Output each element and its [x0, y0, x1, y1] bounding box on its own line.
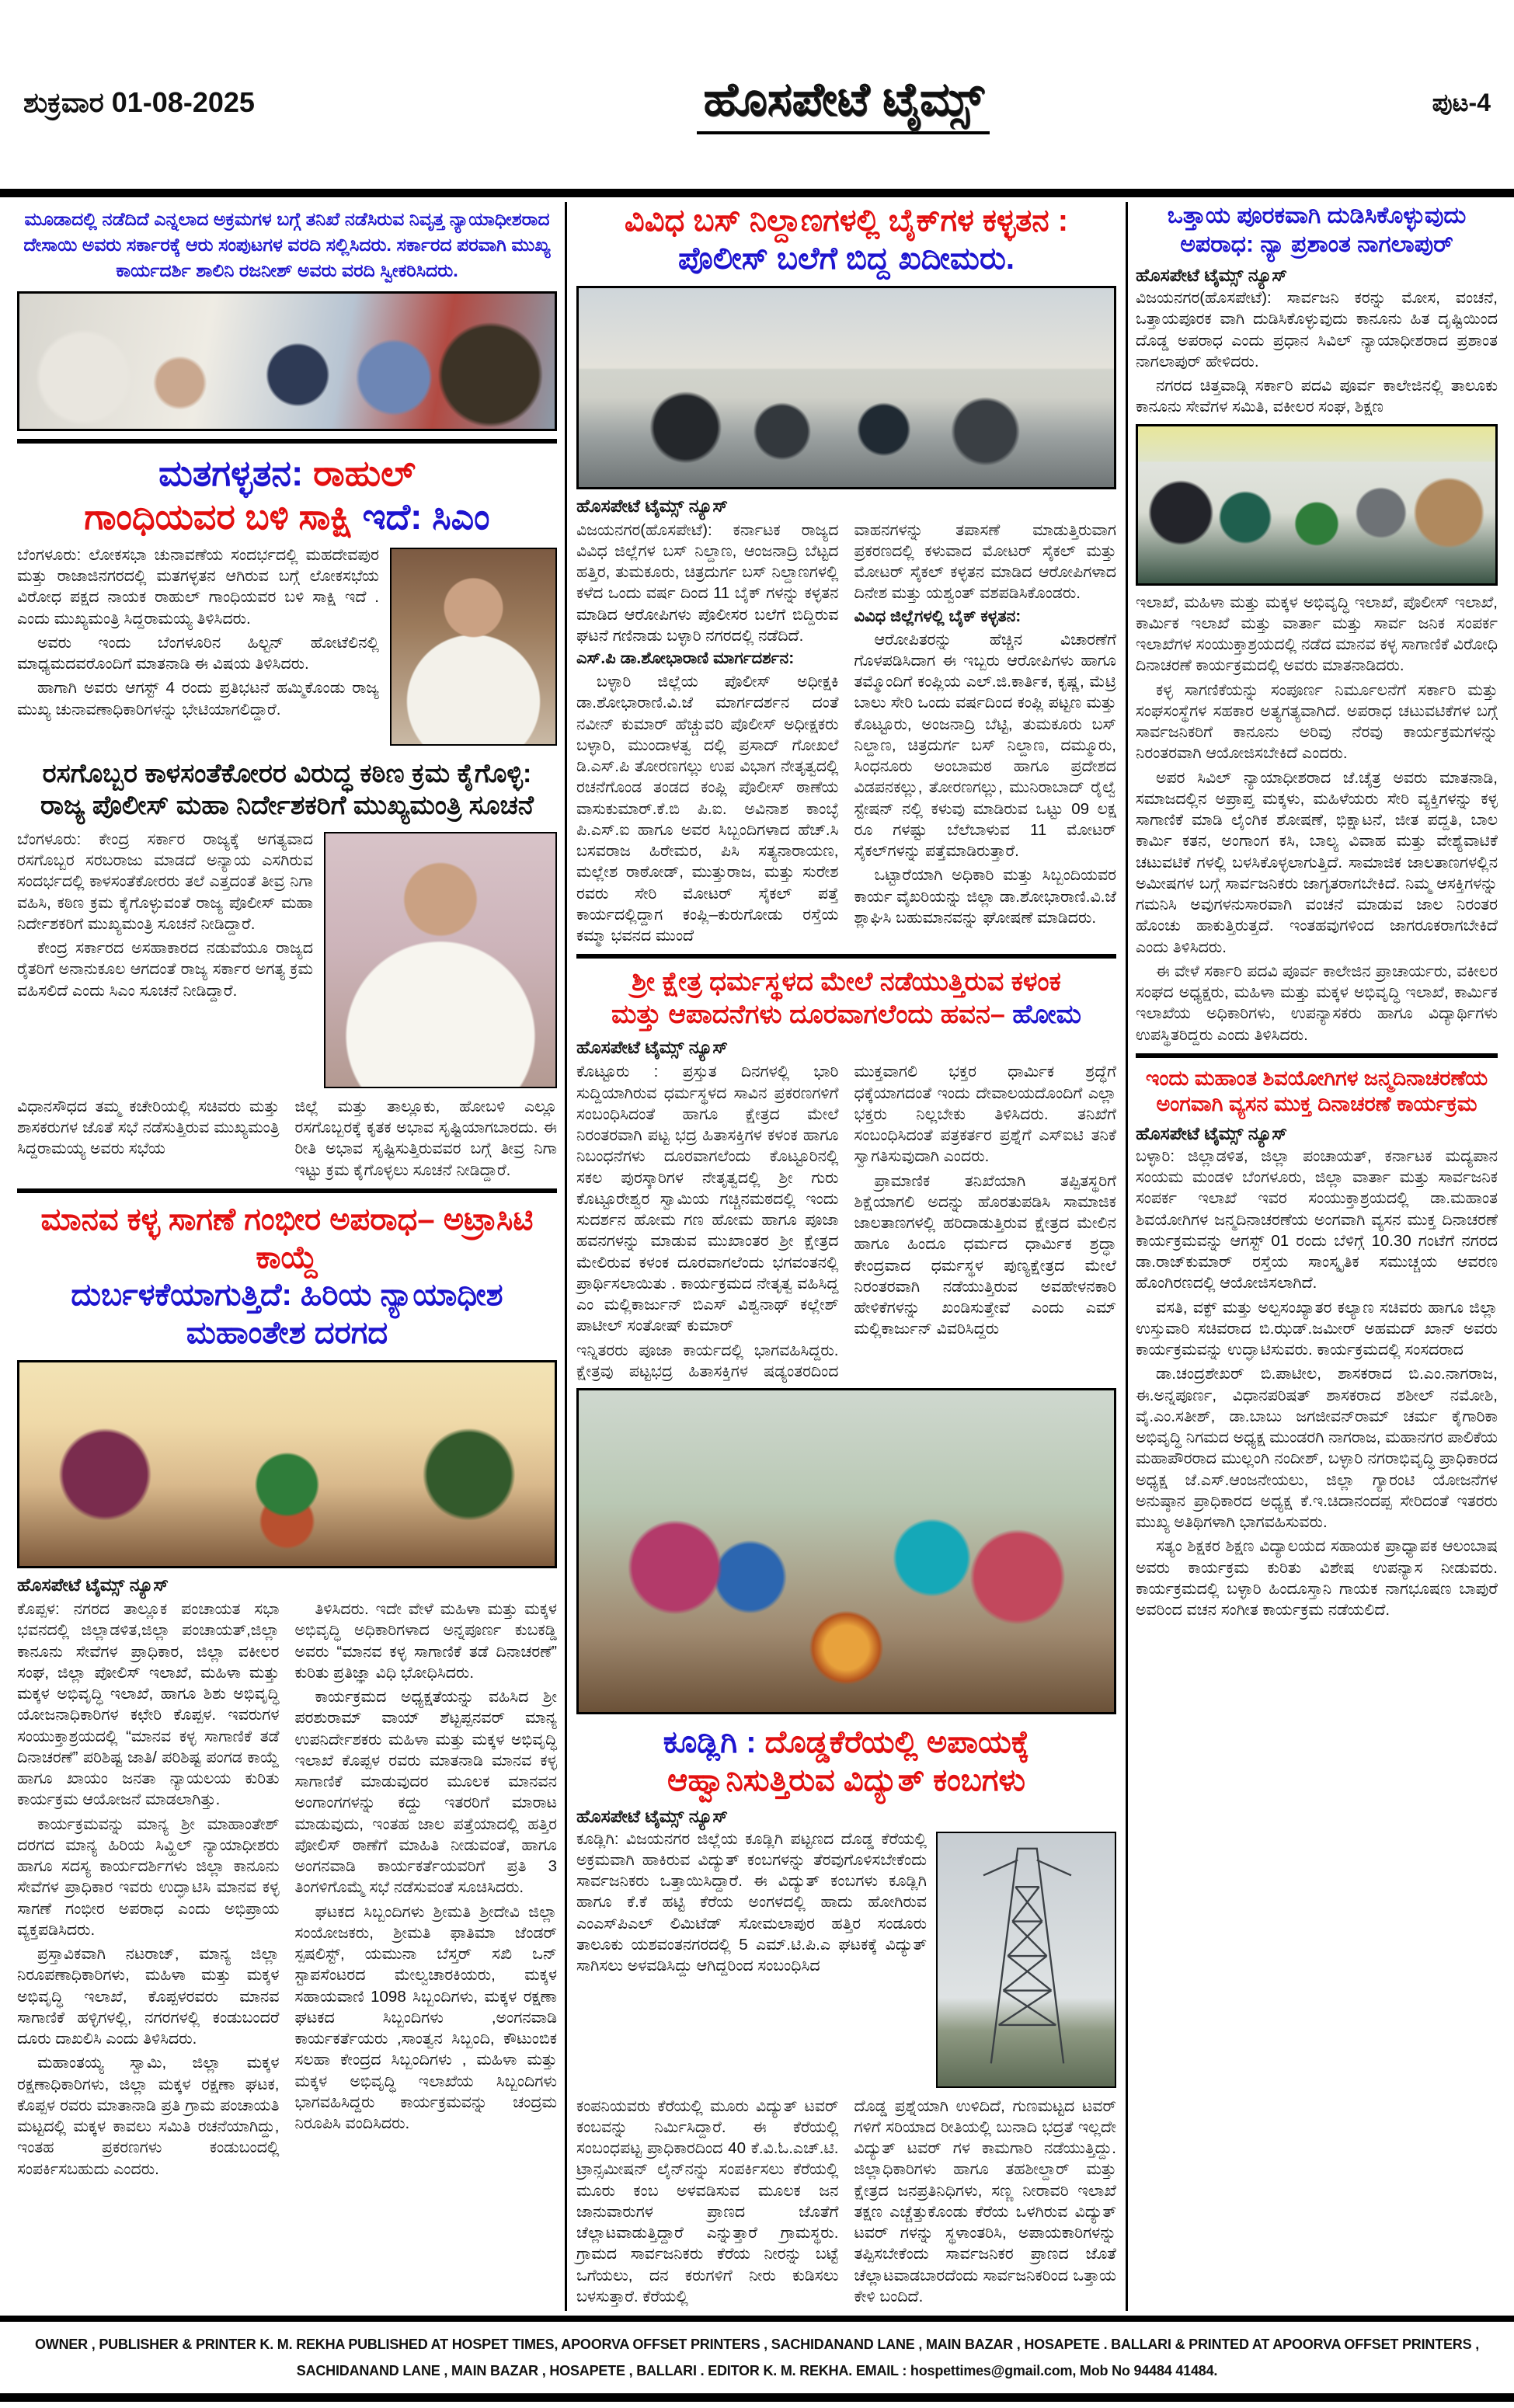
masthead-title: ಹೊಸಪೇಟೆ ಟೈಮ್ಸ್	[697, 72, 990, 134]
imprint-line-2: SACHIDANAND LANE , MAIN BAZAR , HOSAPETE , BALLARI . EDITOR K. M. REKHA. EMAIL : hospettimes@gmail.com, Mob No 94484 41484.	[296, 2362, 1218, 2378]
article-paragraph: ಹಾಗಾಗಿ ಅವರು ಆಗಸ್ಟ್ 4 ರಂದು ಪ್ರತಿಭಟನೆ ಹಮ್ಮಿಕೊಂಡು ರಾಜ್ಯ ಮುಖ್ಯ ಚುನಾವಣಾಧಿಕಾರಿಗಳನ್ನು ಭೇಟಿಯಾಗಲಿದ್ದಾರೆ.	[17, 679, 379, 719]
column-divider	[565, 202, 567, 2311]
header-rule	[0, 189, 1514, 197]
article-bike-theft	[576, 202, 1116, 946]
edition-date: ಶುಕ್ರವಾರ 01-08-2025	[23, 86, 255, 118]
article-headline: ಮಾನವ ಕಳ್ಳ ಸಾಗಣೆ ಗಂಭೀರ ಅಪರಾಧ– ಅಟ್ರಾಸಿಟಿ ಕಾಯ್ದೆ ದುರ್ಬಳಕೆಯಾಗುತ್ತಿದೆ: ಹಿರಿಯ ನ್ಯಾಯಾಧೀಶ ಮಹಾಂತೇಶ ದರಗದ	[40, 1202, 534, 1351]
column-divider	[1126, 202, 1128, 2311]
lead-photo-caption: ಮೂಡಾದಲ್ಲಿ ನಡೆದಿದೆ ಎನ್ನಲಾದ ಅಕ್ರಮಗಳ ಬಗ್ಗೆ ತನಿಖೆ ನಡೆಸಿರುವ ನಿವೃತ್ತ ನ್ಯಾಯಾಧೀಶರಾದ ದೇಸಾಯಿ ಅವರು ಸರ್ಕಾರಕ್ಕೆ ಆರು ಸಂಪುಟಗಳ ವರದಿ ಸಲ್ಲಿಸಿದರು. ಸರ್ಕಾರದ ಪರವಾಗಿ ಮುಖ್ಯ ಕಾರ್ಯದರ್ಶಿ ಶಾಲಿನಿ ರಜನೀಶ್ ಅವರು ವರದಿ ಸ್ವೀಕರಿಸಿದರು.	[23, 209, 551, 280]
column-middle	[569, 202, 1124, 2311]
news-byline: ಹೊಸಪೇಟೆ ಟೈಮ್ಸ್ ನ್ಯೂಸ್	[1136, 265, 1288, 286]
article-paragraph: ವಿಧಾನಸೌಧದ ತಮ್ಮ ಕಚೇರಿಯಲ್ಲಿ ಸಚಿವರು ಮತ್ತು ಶಾಸಕರುಗಳ ಜೊತೆ ಸಭೆ ನಡೆಸುತ್ತಿರುವ ಮುಖ್ಯಮಂತ್ರಿ ಸಿದ್ದರಾಮಯ್ಯ ಅವರು ಸಭೆಯ	[17, 1097, 280, 1158]
news-byline: ಹೊಸಪೇಟೆ ಟೈಮ್ಸ್ ನ್ಯೂಸ್	[576, 495, 729, 516]
article-headline: ಒತ್ತಾಯ ಪೂರಕವಾಗಿ ದುಡಿಸಿಕೊಳ್ಳುವುದು ಅಪರಾಧ: ನ್ಯಾ ಪ್ರಶಾಂತ ನಾಗಲಾಪುರ್	[1167, 203, 1467, 257]
news-byline: ಹೊಸಪೇಟೆ ಟೈಮ್ಸ್ ನ್ಯೂಸ್	[576, 1037, 729, 1058]
article-paragraph: ಬಳ್ಳಾರಿ ಜಿಲ್ಲೆಯ ಪೊಲೀಸ್ ಅಧೀಕ್ಷಕಿ ಡಾ.ಶೋಭಾರಾಣಿ.ವಿ.ಜೆ ಮಾರ್ಗದರ್ಶನ ದಂತೆ ನವೀನ್ ಕುಮಾರ್ ಹೆಚ್ಚುವರಿ ಪೊಲೀಸ್ ಅಧೀಕ್ಷಕರು ಬಳ್ಳಾರಿ, ಮುಂದಾಳತ್ವ ದಲ್ಲಿ ಪ್ರಸಾದ್ ಗೋಖಲೆ ಡಿ.ಎಸ್.ಪಿ ತೋರಣಗಲ್ಲು ಉಪ ವಿಭಾಗ ನೇತೃತ್ವದಲ್ಲಿ ರಚನೆಗೊಂಡ ತಂಡದ ಕಂಪ್ಲಿ ಪೊಲೀಸ್ ಠಾಣೆಯ ವಾಸುಕುಮಾರ್.ಕೆ.ಬಿ ಪಿ.ಐ. ಅವಿನಾಶ ಕಾಂಬ್ಳೆ ಪಿ.ಎಸ್.ಐ ಹಾಗೂ ಅವರ ಸಿಬ್ಬಂದಿಗಳಾದ ಹೆಚ್.ಸಿ ಬಸವರಾಜ ಹಿರೇಮರ, ಪಿಸಿ ಸತ್ಯನಾರಾಯಣ, ಮಲ್ಲೇಶ ರಾಠೋಡ್, ಮುತ್ತುರಾಜ, ಮತ್ತು ಸುರೇಶ ರವರು ಸೇರಿ ಮೋಟರ್ ಸೈಕಲ್ ಪತ್ತೆ ಕಾರ್ಯದಲ್ಲಿದ್ದಾಗ ಕಂಪ್ಲಿ–ಕುರುಗೋಡು ರಸ್ತೆಯ ಕಮ್ಮಾ ಭವನದ ಮುಂದೆ	[576, 673, 839, 945]
article-paragraph: ಕೊಪ್ಪಳ: ನಗರದ ತಾಲ್ಲೂಕ ಪಂಚಾಯತ ಸಭಾ ಭವನದಲ್ಲಿ ಜಿಲ್ಲಾಡಳಿತ,ಜಿಲ್ಲಾ ಪಂಚಾಯತ್,ಜಿಲ್ಲಾ ಕಾನೂನು ಸೇವೆಗಳ ಪ್ರಾಧಿಕಾರ, ಜಿಲ್ಲಾ ವಕೀಲರ ಸಂಘ, ಜಿಲ್ಲಾ ಪೋಲಿಸ್ ಇಲಾಖೆ, ಮಹಿಳಾ ಮತ್ತು ಮಕ್ಕಳ ಅಭಿವೃದ್ಧಿ ಇಲಾಖೆ, ಹಾಗೂ ಶಿಶು ಅಭಿವೃದ್ಧಿ ಯೋಜನಾಧಿಕಾರಿಗಳ ಕಛೇರಿ ಕೊಪ್ಪಳ. ಇವರುಗಳ ಸಂಯುಕ್ತಾಶ್ರಯದಲ್ಲಿ “ಮಾನವ ಕಳ್ಳ ಸಾಗಾಣಿಕೆ ತಡೆ ದಿನಾಚರಣೆ” ಪರಿಶಿಷ್ಟ ಜಾತಿ/ ಪರಿಶಿಷ್ಟ ಪಂಗಡ ಕಾಯ್ದೆ ಹಾಗೂ ಖಾಯಂ ಜನತಾ ನ್ಯಾಯಲಯ ಕುರಿತು ಕಾರ್ಯಕ್ರಮ ಆಯೋಜನೆ ಮಾಡಲಾಗಿತ್ತು.	[17, 1600, 280, 1809]
article-headline: ಕೂಡ್ಲಿಗಿ : ದೊಡ್ಡಕೆರೆಯಲ್ಲಿ ಅಪಾಯಕ್ಕೆ ಆಹ್ವಾನಿಸುತ್ತಿರುವ ವಿದ್ಯುತ್ ಕಂಬಗಳು	[663, 1725, 1030, 1797]
article-paragraph: ಬೆಂಗಳೂರು: ಲೋಕಸಭಾ ಚುನಾವಣೆಯ ಸಂದರ್ಭದಲ್ಲಿ ಮಹದೇವಪುರ ಮತ್ತು ರಾಜಾಜಿನಗರದಲ್ಲಿ ಮತಗಳ್ಳತನ ಆಗಿರುವ ಬಗ್ಗೆ ಲೋಕಸಭೆಯ ವಿರೋಧ ಪಕ್ಷದ ನಾಯಕ ರಾಹುಲ್ ಗಾಂಧಿಯವರ ಬಳಿ ಸಾಕ್ಷಿ ಇದೆ . ಎಂದು ಮುಖ್ಯಮಂತ್ರಿ ಸಿದ್ದರಾಮಯ್ಯ ತಿಳಿಸಿದರು.	[17, 545, 379, 628]
article-headline: ಇಂದು ಮಹಾಂತ ಶಿವಯೋಗಿಗಳ ಜನ್ಮದಿನಾಚರಣೆಯ ಅಂಗವಾಗಿ ವ್ಯಸನ ಮುಕ್ತ ದಿನಾಚರಣೆ ಕಾರ್ಯಕ್ರಮ	[1145, 1066, 1488, 1115]
article-dharmasthala-homa	[576, 966, 1116, 1714]
article-paragraph: ಜಿಲ್ಲೆ ಮತ್ತು ತಾಲ್ಲೂಕು, ಹೋಬಳಿ ಎಲ್ಲೂ ರಸಗೊಬ್ಬರಕ್ಕೆ ಕೃತಕ ಅಭಾವ ಸೃಷ್ಟಿಯಾಗಬಾರದು. ಈ ರೀತಿ ಅಭಾವ ಸೃಷ್ಟಿಸುತ್ತಿರುವವರ ಬಗ್ಗೆ ತೀವ್ರ ನಿಗಾ ಇಟ್ಟು ಕ್ರಮ ಕೈಗೊಳ್ಳಲು ಸೂಚನೆ ನೀಡಿದ್ದಾರೆ.	[294, 1097, 557, 1179]
divider-rule	[576, 954, 1116, 959]
article-headline: ಮತಗಳ್ಳತನ: ರಾಹುಲ್ ಗಾಂಧಿಯವರ ಬಳಿ ಸಾಕ್ಷಿ ಇದೆ: ಸಿಎಂ	[84, 452, 490, 537]
police-recovered-bikes-photo	[576, 286, 1116, 489]
article-paragraph: ಅವರು ಇಂದು ಬೆಂಗಳೂರಿನ ಹಿಲ್ಟನ್ ಹೋಟೆಲಿನಲ್ಲಿ ಮಾಧ್ಯಮದವರೊಂದಿಗೆ ಮಾತನಾಡಿ ಈ ವಿಷಯ ತಿಳಿಸಿದರು.	[17, 633, 379, 673]
news-byline: ಹೊಸಪೇಟೆ ಟೈಮ್ಸ್ ನ್ಯೂಸ್	[1136, 1122, 1288, 1143]
havana-homa-ritual-photo	[576, 1388, 1116, 1714]
article-paragraph: ಕಾರ್ಯಕ್ರಮದ ಅಧ್ಯಕ್ಷತೆಯನ್ನು ವಹಿಸಿದ ಶ್ರೀ ಪರಶುರಾಮ್ ವಾಯ್ ಶೆಟ್ಟಪ್ಪನವರ್ ಮಾನ್ಯ ಉಪನಿರ್ದೇಶಕರು ಮಹಿಳಾ ಮತ್ತು ಮಕ್ಕಳ ಅಭಿವೃದ್ಧಿ ಇಲಾಖೆ ಕೊಪ್ಪಳ ರವರು ಮಾತನಾಡಿ ಮಾನವ ಕಳ್ಳ ಸಾಗಾಣಿಕೆ ಮಾಡುವುದರ ಮೂಲಕ ಮಾನವನ ಅಂಗಾಂಗಗಳನ್ನು ಕದ್ದು ಇತರರಿಗೆ ಮಾರಾಟ ಮಾಡುವುದು, ಇಂತಹ ಜಾಲ ಪತ್ತೆಯಾದಲ್ಲಿ ಹತ್ತಿರ ಪೋಲಿಸ್ ಠಾಣೆಗೆ ಮಾಹಿತಿ ನೀಡುವಂತೆ, ಹಾಗೂ ಅಂಗನವಾಡಿ ಕಾರ್ಯಕರ್ತೆಯವರಿಗೆ ಪ್ರತಿ 3 ತಿಂಗಳಿಗೊಮ್ಮೆ ಸಭೆ ನಡೆಸುವಂತೆ ಸೂಚಿಸಿದರು.	[294, 1688, 557, 1897]
divider-rule	[17, 1188, 557, 1193]
article-paragraph: ಇನ್ನಿತರರು ಪೂಜಾ ಕಾರ್ಯದಲ್ಲಿ ಭಾಗವಹಿಸಿದ್ದರು. ಕ್ಷೇತ್ರವು ಪಟ್ಟಭದ್ರ ಹಿತಾಸಕ್ತಿಗಳ ಷಡ್ಯಂತರದಿಂದ ಮುಕ್ತವಾಗಲಿ ಭಕ್ತರ ಧಾರ್ಮಿಕ ಶ್ರದ್ಧೆಗೆ ಧಕ್ಕೆಯಾಗದಂತೆ ಇಂದು ದೇವಾಲಯದೊಂದಿಗೆ ಎಲ್ಲಾ ಭಕ್ತರು ನಿಲ್ಲಬೇಕು ತಿಳಿಸಿದರು. ತನಿಖೆಗೆ ಸಂಬಂಧಿಸಿದಂತೆ ಪತ್ರಕರ್ತರ ಪ್ರಶ್ನೆಗೆ ಎಸ್‌ಐಟಿ ತನಿಕೆ ಸ್ವಾಗತಿಸುವುದಾಗಿ ಎಂದರು.	[576, 1063, 1116, 1380]
article-paragraph: ಕೇಂದ್ರ ಸರ್ಕಾರದ ಅಸಹಾಕಾರದ ನಡುವೆಯೂ ರಾಜ್ಯದ ರೈತರಿಗೆ ಅನಾನುಕೂಲ ಆಗದಂತೆ ರಾಜ್ಯ ಸರ್ಕಾರ ಅಗತ್ಯ ಕ್ರಮ ವಹಿಸಲಿದೆ ಎಂದು ಸಿಎಂ ಸೂಚನೆ ನೀಡಿದ್ದಾರೆ.	[17, 939, 313, 1000]
article-paragraph: ವಾಹನಗಳನ್ನು ತಪಾಸಣೆ ಮಾಡುತ್ತಿರುವಾಗ ಪ್ರಕರಣದಲ್ಲಿ ಕಳುವಾದ ಮೋಟರ್ ಸೈಕಲ್ ಮತ್ತು ಮೋಟರ್ ಸೈಕಲ್ ಕಳ್ಳತನ ಮಾಡಿದ ಆರೋಪಿಗಳಾದ ದಿನೇಶ ಮತ್ತು ಯಶ್ವಂತ್ ವಶಪಡಿಸಿಕೊಂಡರು.	[854, 520, 1116, 603]
news-byline: ಹೊಸಪೇಟೆ ಟೈಮ್ಸ್ ನ್ಯೂಸ್	[576, 1805, 729, 1826]
article-paragraph: ಡಾ.ಚಂದ್ರಶೇಖರ್ ಬಿ.ಪಾಟೀಲ, ಶಾಸಕರಾದ ಬಿ.ಎಂ.ನಾಗರಾಜ, ಈ.ಅನ್ನಪೂರ್ಣ, ವಿಧಾನಪರಿಷತ್ ಶಾಸಕರಾದ ಶಶೀಲ್ ನಮೋಶಿ, ವೈ.ಎಂ.ಸತೀಶ್, ಡಾ.ಬಾಬು ಜಗಜೀವನ್‌ರಾಮ್ ಚರ್ಮ ಕೈಗಾರಿಕಾ ಅಭಿವೃದ್ಧಿ ನಿಗಮದ ಅಧ್ಯಕ್ಷ ಮುಂಡರಗಿ ನಾಗರಾಜ, ಮಹಾನಗರ ಪಾಲಿಕೆಯ ಮಹಾಪೌರರಾದ ಮುಲ್ಲಂಗಿ ನಂದೀಶ್, ಬಳ್ಳಾರಿ ನಗರಾಭಿವೃದ್ಧಿ ಪ್ರಾಧಿಕಾರದ ಅಧ್ಯಕ್ಷ ಜೆ.ಎಸ್.ಆಂಜನೇಯಲು, ಜಿಲ್ಲಾ ಗ್ಯಾರಂಟಿ ಯೋಜನೆಗಳ ಅನುಷ್ಠಾನ ಪ್ರಾಧಿಕಾರದ ಅಧ್ಯಕ್ಷ ಕೆ.ಇ.ಚಿದಾನಂದಪ್ಪ ಸೇರಿದಂತೆ ಇತರರು ಮುಖ್ಯ ಅತಿಥಿಗಳಾಗಿ ಭಾಗವಹಿಸುವರು.	[1136, 1365, 1498, 1532]
article-two-column-text	[17, 1599, 557, 2180]
article-paragraph: ಈ ವೇಳೆ ಸರ್ಕಾರಿ ಪದವಿ ಪೂರ್ವ ಕಾಲೇಜಿನ ಪ್ರಾಚಾರ್ಯರು, ವಕೀಲರ ಸಂಘದ ಅಧ್ಯಕ್ಷರು, ಮಹಿಳಾ ಮತ್ತು ಮಕ್ಕಳ ಅಭಿವೃದ್ಧಿ ಇಲಾಖೆ, ಕಾರ್ಮಿಕ ಇಲಾಖೆಯ ಅಧಿಕಾರಿಗಳು, ಉಪನ್ಯಾಸಕರು ಹಾಗೂ ವಿದ್ಯಾರ್ಥಿಗಳು ಉಪಸ್ಥಿತರಿದ್ದರು ಎಂದು ತಿಳಿಸಿದರು.	[1136, 962, 1498, 1044]
divider-rule	[17, 439, 557, 444]
article-paragraph: ಸತ್ಯಂ ಶಿಕ್ಷಕರ ಶಿಕ್ಷಣ ವಿದ್ಯಾಲಯದ ಸಹಾಯಕ ಪ್ರಾಧ್ಯಾಪಕ ಆಲಂಬಾಷ ಅವರು ಕಾರ್ಯಕ್ರಮ ಕುರಿತು ವಿಶೇಷ ಉಪನ್ಯಾಸ ನೀಡುವರು. ಕಾರ್ಯಕ್ರಮದಲ್ಲಿ ಬಳ್ಳಾರಿ ಹಿಂದೂಸ್ತಾನಿ ಗಾಯಕ ನಾಗಭೂಷಣ ಬಾಪುರೆ ಅವರಿಂದ ವಚನ ಸಂಗೀತ ಕಾರ್ಯಕ್ರಮ ನಡೆಯಲಿದೆ.	[1136, 1537, 1498, 1620]
siddaramaiah-meeting-photo	[324, 832, 557, 1088]
article-paragraph: ನಗರದ ಚಿತ್ತವಾಡ್ಗಿ ಸರ್ಕಾರಿ ಪದವಿ ಪೂರ್ವ ಕಾಲೇಜಿನಲ್ಲಿ ತಾಲೂಕು ಕಾನೂನು ಸೇವೆಗಳ ಸಮಿತಿ, ವಕೀಲರ ಸಂಘ, ಶಿಕ್ಷಣ	[1136, 377, 1498, 416]
article-paragraph: ತಿಳಿಸಿದರು. ಇದೇ ವೇಳೆ ಮಹಿಳಾ ಮತ್ತು ಮಕ್ಕಳ ಅಭಿವೃದ್ಧಿ ಅಧಿಕಾರಿಗಳಾದ ಅನ್ನಪೂರ್ಣ ಕುಬಕಡ್ಡಿ ಅವರು “ಮಾನವ ಕಳ್ಳ ಸಾಗಾಣಿಕೆ ತಡೆ ದಿನಾಚರಣೆ” ಕುರಿತು ಪ್ರತಿಜ್ಞಾ ವಿಧಿ ಭೋಧಿಸಿದರು.	[294, 1600, 557, 1682]
main-content	[0, 197, 1514, 2311]
article-subhead: ವಿವಿಧ ಜಿಲ್ಲೆಗಳಲ್ಲಿ ಬೈಕ್ ಕಳ್ಳತನ:	[854, 607, 1022, 625]
article-headline: ರಸಗೊಬ್ಬರ ಕಾಳಸಂತೆಕೋರರ ವಿರುದ್ಧ ಕಠಿಣ ಕ್ರಮ ಕೈಗೊಳ್ಳಿ: ರಾಜ್ಯ ಪೊಲೀಸ್ ಮಹಾ ನಿರ್ದೇಶಕರಿಗೆ ಮುಖ್ಯಮಂತ್ರಿ ಸೂಚನೆ	[40, 758, 534, 821]
electric-transmission-tower-photo	[936, 1832, 1116, 2088]
article-subhead: ಎಸ್.ಪಿ ಡಾ.ಶೋಭಾರಾಣಿ ಮಾರ್ಗದರ್ಶನ:	[576, 649, 795, 668]
pledge-ceremony-photo	[1136, 424, 1498, 586]
article-paragraph: ಇಲಾಖೆ, ಮಹಿಳಾ ಮತ್ತು ಮಕ್ಕಳ ಅಭಿವೃದ್ಧಿ ಇಲಾಖೆ, ಪೊಲೀಸ್ ಇಲಾಖೆ, ಕಾರ್ಮಿಕ ಇಲಾಖೆ ಮತ್ತು ವಾರ್ತಾ ಮತ್ತು ಸಾರ್ವ ಜನಿಕ ಸಂಪರ್ಕ ಇಲಾಖೆಗಳ ಸಂಯುಕ್ತಾಶ್ರಯದಲ್ಲಿ ನಡೆದ ಮಾನವ ಕಳ್ಳ ಸಾಗಾಣಿಕೆ ವಿರೋಧಿ ದಿನಾಚರಣೆ ಕಾರ್ಯಕ್ರಮದಲ್ಲಿ ಅವರು ಮಾತನಾಡಿದರು.	[1136, 593, 1498, 675]
article-paragraph: ಬಳ್ಳಾರಿ: ಜಿಲ್ಲಾಡಳಿತ, ಜಿಲ್ಲಾ ಪಂಚಾಯತ್, ಕರ್ನಾಟಕ ಮದ್ಯಪಾನ ಸಂಯಮ ಮಂಡಳಿ ಬೆಂಗಳೂರು, ಜಿಲ್ಲಾ ವಾರ್ತಾ ಮತ್ತು ಸಾರ್ವಜನಿಕ ಸಂಪರ್ಕ ಇಲಾಖೆ ಇವರ ಸಂಯುಕ್ತಾಶ್ರಯದಲ್ಲಿ ಡಾ.ಮಹಾಂತ ಶಿವಯೋಗಿಗಳ ಜನ್ಮದಿನಾಚರಣೆಯ ಅಂಗವಾಗಿ ವ್ಯಸನ ಮುಕ್ತ ದಿನಾಚರಣೆ ಕಾರ್ಯಕ್ರಮವನ್ನು ಆಗಸ್ಟ್ 01 ರಂದು ಬೆಳಿಗ್ಗೆ 10.30 ಗಂಟೆಗೆ ನಗರದ ಡಾ.ರಾಜ್‌ಕುಮಾರ್ ರಸ್ತೆಯ ಸಾಂಸ್ಕೃತಿಕ ಸಮುಚ್ಚಯ ಆವರಣ ಹೊಂಗಿರಣದಲ್ಲಿ ಆಯೋಜಿಸಲಾಗಿದೆ.	[1136, 1147, 1498, 1293]
article-addiction-free-day	[1136, 1066, 1498, 1620]
article-paragraph: ಮಹಾಂತಯ್ಯ ಸ್ವಾಮಿ, ಜಿಲ್ಲಾ ಮಕ್ಕಳ ರಕ್ಷಣಾಧಿಕಾರಿಗಳು, ಜಿಲ್ಲಾ ಮಕ್ಕಳ ರಕ್ಷಣಾ ಘಟಕ, ಕೊಪ್ಪಳ ರವರು ಮಾತಾನಾಡಿ ಪ್ರತಿ ಗ್ರಾಮ ಪಂಚಾಯತಿ ಮಟ್ಟದಲ್ಲಿ ಮಕ್ಕಳ ಕಾವಲು ಸಮಿತಿ ರಚನೆಯಾಗಿದ್ದು, ಇಂತಹ ಪ್ರಕರಣಗಳು ಕಂಡುಬಂದಲ್ಲಿ ಸಂಪರ್ಕಿಸಬಹುದು ಎಂದರು.	[17, 2054, 280, 2178]
plant-presentation-photo	[17, 1360, 557, 1568]
article-paragraph: ಬೆಂಗಳೂರು: ಕೇಂದ್ರ ಸರ್ಕಾರ ರಾಜ್ಯಕ್ಕೆ ಅಗತ್ಯವಾದ ರಸಗೊಬ್ಬರ ಸರಬರಾಜು ಮಾಡದೆ ಅನ್ಯಾಯ ಎಸಗಿರುವ ಸಂದರ್ಭದಲ್ಲಿ ಕಾಳಸಂತೆಕೋರರು ತಲೆ ಎತ್ತದಂತೆ ತೀವ್ರ ನಿಗಾ ವಹಿಸಿ, ಕಠಿಣ ಕ್ರಮ ಕೈಗೊಳ್ಳುವಂತೆ ರಾಜ್ಯ ಪೊಲೀಸ್ ಮಹಾ ನಿರ್ದೇಶಕರಿಗೆ ಮುಖ್ಯಮಂತ್ರಿ ಸೂಚನೆ ನೀಡಿದ್ದಾರೆ.	[17, 830, 313, 933]
article-paragraph: ವಸತಿ, ವಕ್ಫ್ ಮತ್ತು ಅಲ್ಪಸಂಖ್ಯಾತರ ಕಲ್ಯಾಣ ಸಚಿವರು ಹಾಗೂ ಜಿಲ್ಲಾ ಉಸ್ತುವಾರಿ ಸಚಿವರಾದ ಬಿ.ಝಡ್.ಜಮೀರ್ ಅಹಮದ್ ಖಾನ್ ಅವರು ಕಾರ್ಯಕ್ರಮವನ್ನು ಉದ್ಘಾಟಿಸುವರು. ಕಾರ್ಯಕ್ರಮದಲ್ಲಿ ಸಂಸದರಾದ	[1136, 1298, 1498, 1359]
article-human-trafficking	[17, 1201, 557, 2180]
article-headline: ಶ್ರೀ ಕ್ಷೇತ್ರ ಧರ್ಮಸ್ಥಳದ ಮೇಲೆ ನಡೆಯುತ್ತಿರುವ ಕಳಂಕ ಮತ್ತು ಆಪಾದನೆಗಳು ದೂರವಾಗಲೆಂದು ಹವನ– ಹೋಮ	[611, 967, 1082, 1029]
article-vote-theft	[17, 451, 557, 750]
article-paragraph: ಅಪರ ಸಿವಿಲ್ ನ್ಯಾಯಾಧೀಶರಾದ ಜೆ.ಚೈತ್ರ ಅವರು ಮಾತನಾಡಿ, ಸಮಾಜದಲ್ಲಿನ ಅಪ್ರಾಪ್ತ ಮಕ್ಕಳು, ಮಹಿಳೆಯರು ಸೇರಿ ವ್ಯಕ್ತಿಗಳನ್ನು ಕಳ್ಳ ಸಾಗಾಣಿಕೆ ಮಾಡಿ ಲೈಂಗಿಕ ಶೋಷಣೆ, ಭಿಕ್ಷಾಟನೆ, ಜೀತ ಪದ್ದತಿ, ಬಾಲ ಕಾರ್ಮಿ ಕತನ, ಅಂಗಾಂಗ ಕಸಿ, ಬಾಲ್ಯ ವಿವಾಹ ಮತ್ತು ವೇಶ್ಯೆವಾಟಿಕೆ ಚಟುವಟಿಕೆ ಗಳಲ್ಲಿ ಬಳಸಿಕೊಳ್ಳಲಾಗುತ್ತಿದೆ. ಸಾಮಾಜಿಕ ಜಾಲತಾಣಗಳಲ್ಲಿನ ಅಮೀಷಗಳ ಬಗ್ಗೆ ಸಾರ್ವಜನಿಕರು ಜಾಗೃತರಾಗಬೇಕಿದೆ. ನಿಮ್ಮ ಆಸಕ್ತಿಗಳನ್ನು ಗಮನಿಸಿ ಅವುಗಳನುಸಾರವಾಗಿ ವಂಚನೆ ಮಾಡುವ ಜಾಲ ನಿರಂತರ ಹೊಂಚು ಹಾಕುತ್ತಿರುತ್ತದೆ. ಇಂತಹವುಗಳಿಂದ ಜಾಗರೂಕರಾಗಬೇಕಿದೆ ಎಂದು ತಿಳಿಸಿದರು.	[1136, 768, 1498, 956]
article-paragraph: ದೊಡ್ಡ ಪ್ರಶ್ನೆಯಾಗಿ ಉಳಿದಿದೆ, ಗುಣಮಟ್ಟದ ಟವರ್ ಗಳಿಗೆ ಸರಿಯಾದ ರೀತಿಯಲ್ಲಿ ಬುನಾದಿ ಭದ್ರತೆ ಇಲ್ಲದೇ ವಿದ್ಯುತ್ ಟವರ್ ಗಳ ಕಾಮಗಾರಿ ನಡೆಯುತ್ತಿದ್ದು. ಜಿಲ್ಲಾಧಿಕಾರಿಗಳು ಹಾಗೂ ತಹಶೀಲ್ದಾರ್ ಮತ್ತು ಕ್ಷೇತ್ರದ ಜನಪ್ರತಿನಿಧಿಗಳು, ಸಣ್ಣ ನೀರಾವರಿ ಇಲಾಖೆ ತಕ್ಷಣ ಎಚ್ಚೆತ್ತುಕೊಂಡು ಕೆರೆಯ ಒಳಗಿರುವ ವಿದ್ಯುತ್ ಟವರ್ ಗಳನ್ನು ಸ್ಥಳಾಂತರಿಸಿ, ಅಪಾಯಕಾರಿಗಳನ್ನು ತಪ್ಪಿಸಬೇಕೆಂದು ಸಾರ್ವಜನಿಕರ ಪ್ರಾಣದ ಜೊತೆ ಚೆಲ್ಲಾಟವಾಡಬಾರದೆಂದು ಸಾರ್ವಜನಿಕರಿಂದ ಒತ್ತಾಯ ಕೇಳಿ ಬಂದಿದೆ.	[854, 2097, 1116, 2305]
article-paragraph: ಕಂಪನಿಯವರು ಕೆರೆಯಲ್ಲಿ ಮೂರು ವಿದ್ಯುತ್ ಟವರ್ ಕಂಬವನ್ನು ನಿರ್ಮಿಸಿದ್ದಾರೆ. ಈ ಕೆರೆಯಲ್ಲಿ ಸಂಬಂಧಪಟ್ಟ ಪ್ರಾಧಿಕಾರದಿಂದ 40 ಕೆ.ವಿ.ಓ.ಎಚ್.ಟಿ. ಟ್ರಾನ್ಸಮೀಷನ್ ಲೈನ್‌ನನ್ನು ಸಂಪರ್ಕಿಸಲು ಕೆರೆಯಲ್ಲಿ ಮೂರು ಕಂಬ ಅಳವಡಿಸುವ ಮೂಲಕ ಜನ ಜಾನುವಾರುಗಳ ಪ್ರಾಣದ ಜೊತೆಗೆ ಚೆಲ್ಲಾಟವಾಡುತ್ತಿದ್ದಾರೆ ಎನ್ನುತ್ತಾರೆ ಗ್ರಾಮಸ್ಥರು. ಗ್ರಾಮದ ಸಾರ್ವಜನಿಕರು ಕೆರೆಯ ನೀರನ್ನು ಬಟ್ಟೆ ಒಗೆಯಲು, ದನ ಕರುಗಳಿಗೆ ನೀರು ಕುಡಿಸಲು ಬಳಸುತ್ತಾರೆ. ಕೆರೆಯಲ್ಲಿ	[576, 2097, 839, 2305]
article-paragraph: ಪ್ರಾಮಾಣಿಕ ತನಿಖೆಯಾಗಿ ತಪ್ಪಿತಸ್ಥರಿಗೆ ಶಿಕ್ಷೆಯಾಗಲಿ ಅದನ್ನು ಹೊರತುಪಡಿಸಿ ಸಾಮಾಜಿಕ ಜಾಲತಾಣಗಳಲ್ಲಿ ಹರಿದಾಡುತ್ತಿರುವ ಕ್ಷೇತ್ರದ ಮೇಲಿನ ಹಾಗೂ ಹಿಂದೂ ಧರ್ಮದ ಧಾರ್ಮಿಕ ಶ್ರದ್ಧಾ ಕೇಂದ್ರವಾದ ಧರ್ಮಸ್ಥಳ ಪುಣ್ಯಕ್ಷೇತ್ರದ ಮೇಲೆ ನಿರಂತರವಾಗಿ ನಡೆಯುತ್ತಿರುವ ಅವಹೇಳನಕಾರಿ ಹೇಳಿಕೆಗಳನ್ನು ಖಂಡಿಸುತ್ತೇವೆ ಎಂದು ಎಮ್ ಮಲ್ಲಿಕಾರ್ಜುನ್ ವಿವರಿಸಿದ್ದರು	[854, 1171, 1116, 1338]
column-right	[1129, 202, 1498, 2311]
article-two-column-text	[576, 1061, 1116, 1382]
imprint-line-1: OWNER , PUBLISHER & PRINTER K. M. REKHA PUBLISHED AT HOSPET TIMES, APOORVA OFFSET PRINTERS , SACHIDANAND LANE , MAIN BAZAR , HOSAPETE . BALLARI & PRINTED AT APOORVA OFFSET PRINTERS ,	[34, 2336, 1479, 2352]
article-paragraph: ಕೊಟ್ಟೂರು : ಪ್ರಸ್ತುತ ದಿನಗಳಲ್ಲಿ ಭಾರಿ ಸುದ್ದಿಯಾಗಿರುವ ಧರ್ಮಸ್ಥಳದ ಸಾವಿನ ಪ್ರಕರಣಗಳಿಗೆ ಸಂಬಂಧಿಸಿದಂತೆ ಹಾಗೂ ಕ್ಷೇತ್ರದ ಮೇಲೆ ನಿರಂತರವಾಗಿ ಪಟ್ಟ ಭದ್ರ ಹಿತಾಸಕ್ತಿಗಳ ಕಳಂಕ ಹಾಗೂ ನಿಬಂಧನೆಗಳು ದೂರವಾಗಲೆಂದು ಕೊಟ್ಟೂರಿನಲ್ಲಿ ಸಕಲ ಪುರಸ್ಕಾರಿಗಳ ನೇತೃತ್ವದಲ್ಲಿ ಶ್ರೀ ಗುರು ಕೊಟ್ಟೂರೇಶ್ವರ ಸ್ವಾಮಿಯ ಗಚ್ಚಿನಮಠದಲ್ಲಿ ಇಂದು ಸುದರ್ಶನ ಹೋಮ ಗಣ ಹೋಮ ಹಾಗೂ ಪೂಜಾ ಹವನಗಳನ್ನು ಮಾಡುವ ಮುಖಾಂತರ ಶ್ರೀ ಕ್ಷೇತ್ರದ ಮೇಲಿರುವ ಕಳಂಕ ದೂರವಾಗಲೆಂದು ಭಗವಂತನಲ್ಲಿ ಪ್ರಾರ್ಥಿಸಲಾಯಿತು . ಕಾರ್ಯಕ್ರಮದ ನೇತೃತ್ವ ವಹಿಸಿದ್ದ ಎಂ ಮಲ್ಲಿಕಾರ್ಜುನ್ ಬಿಎಸ್ ವಿಶ್ವನಾಥ್ ಕಲ್ಲೇಶ್ ಪಾಟೀಲ್ ಸಂತೋಷ್ ಕುಮಾರ್	[576, 1063, 839, 1335]
report-handover-photo	[17, 291, 557, 431]
article-paragraph: ವಿಜಯನಗರ(ಹೊಸಪೇಟೆ): ಸಾರ್ವಜನಿ ಕರನ್ನು ಮೋಸ, ವಂಚನೆ, ಒತ್ತಾಯಪೂರಕ ವಾಗಿ ದುಡಿಸಿಕೊಳ್ಳುವುದು ಕಾನೂನು ಹಿತ ದೃಷ್ಟಿಯಿಂದ ದೊಡ್ಡ ಅಪರಾಧ ಎಂದು ಪ್ರಧಾನ ಸಿವಿಲ್ ನ್ಯಾಯಾಧೀಶರಾದ ಪ್ರಶಾಂತ ನಾಗಲಾಪುರ್ ಹೇಳಿದರು.	[1136, 289, 1498, 371]
tower-illustration	[938, 1833, 1115, 2086]
article-paragraph: ಕಳ್ಳ ಸಾಗಣಿಕೆಯನ್ನು ಸಂಪೂರ್ಣ ನಿರ್ಮೂಲನೆಗೆ ಸರ್ಕಾರಿ ಮತ್ತು ಸಂಘಸಂಸ್ಥೆಗಳ ಸಹಕಾರ ಅತ್ಯಗತ್ಯವಾಗಿದೆ. ಅಪರಾಧ ಚಟುವಟಿಕೆಗಳ ಬಗ್ಗೆ ಸಾರ್ವಜನಿಕರಿಗೆ ಕಾನೂನು ಅರಿವು ನೆರವು ಕಾರ್ಯಕ್ರಮಗಳನ್ನು ನಿರಂತರವಾಗಿ ಆಯೋಜಿಸಬೇಕಿದೆ ಎಂದರು.	[1136, 680, 1498, 763]
imprint-footer	[0, 2316, 1514, 2402]
column-left	[17, 202, 563, 2311]
article-fertilizer	[17, 758, 557, 1181]
article-paragraph: ಕಾರ್ಯಕ್ರಮವನ್ನು ಮಾನ್ಯ ಶ್ರೀ ಮಾಹಾಂತೇಶ್ ದರಗದ ಮಾನ್ಯ ಹಿರಿಯ ಸಿವ್ಹಿಲ್ ನ್ಯಾಯಾಧೀಶರು ಹಾಗೂ ಸದಸ್ಯ ಕಾರ್ಯದರ್ಶಿಗಳು ಜಿಲ್ಲಾ ಕಾನೂನು ಸೇವೆಗಳ ಪ್ರಾಧಿಕಾರ ಇವರು ಉದ್ಘಾಟಿಸಿ ಮಾನವ ಕಳ್ಳ ಸಾಗಣೆ ಗಂಭೀರ ಅಪರಾಧ ಎಂದು ಅಭಿಪ್ರಾಯ ವ್ಯಕ್ತಪಡಿಸಿದರು.	[17, 1815, 280, 1939]
article-forced-labour	[1136, 202, 1498, 1046]
article-paragraph: ಪ್ರಸ್ತಾವಿಕವಾಗಿ ನಟರಾಜ್, ಮಾನ್ಯ ಜಿಲ್ಲಾ ನಿರೂಪಣಾಧಿಕಾರಿಗಳು, ಮಹಿಳಾ ಮತ್ತು ಮಕ್ಕಳ ಅಭಿವೃದ್ಧಿ ಇಲಾಖೆ, ಕೊಪ್ಪಳರವರು ಮಾನವ ಸಾಗಾಣಿಕೆ ಹಳ್ಳಿಗಳಲ್ಲಿ, ನಗರಗಳಲ್ಲಿ ಕಂಡುಬಂದರೆ ದೂರು ದಾಖಲಿಸಿ ಎಂದು ತಿಳಿಸಿದರು.	[17, 1945, 280, 2048]
article-paragraph: ಘಟಕದ ಸಿಬ್ಬಂದಿಗಳು ಶ್ರೀಮತಿ ಶ್ರೀದೇವಿ ಜಿಲ್ಲಾ ಸಂಯೋಜಕರು, ಶ್ರೀಮತಿ ಫಾತಿಮಾ ಜೆಂಡರ್ ಸ್ಪಷಲಿಸ್ಟ್, ಯಮುನಾ ಬೆಸ್ತರ್ ಸಖಿ ಒನ್ ಸ್ಟಾಪಸೆಂಟರದ ಮೇಲ್ವಚಾರಕಿಯರು, ಮಕ್ಕಳ ಸಹಾಯವಾಣಿ 1098 ಸಿಬ್ಬಂದಿಗಳು, ಮಕ್ಕಳ ರಕ್ಷಣಾ ಘಟಕದ ಸಿಬ್ಬಂದಿಗಳು ,ಅಂಗನವಾಡಿ ಕಾರ್ಯಕರ್ತೆಯರು ,ಸಾಂತ್ವನ ಸಿಬ್ಬಂದಿ, ಕೌಟುಂಬಿಕ ಸಲಹಾ ಕೇಂದ್ರದ ಸಿಬ್ಬಂದಿಗಳು , ಮಹಿಳಾ ಮತ್ತು ಮಕ್ಕಳ ಅಭಿವೃದ್ಧಿ ಇಲಾಖೆಯ ಸಿಬ್ಬಂದಿಗಳು ಭಾಗವಹಿಸಿದ್ದರು ಕಾರ್ಯಕ್ರಮವನ್ನು ಚಂದ್ರಮ ನಿರೂಪಿಸಿ ವಂದಿಸಿದರು.	[294, 1902, 557, 2133]
page-number: ಪುಟ-4	[1432, 88, 1491, 117]
article-two-column-text	[576, 520, 1116, 947]
article-two-column-text	[17, 1096, 557, 1181]
article-paragraph: ಕೂಡ್ಲಿಗಿ: ವಿಜಯನಗರ ಜಿಲ್ಲೆಯ ಕೂಡ್ಲಿಗಿ ಪಟ್ಟಣದ ದೊಡ್ಡ ಕೆರೆಯಲ್ಲಿ ಅಕ್ರಮವಾಗಿ ಹಾಕಿರುವ ವಿದ್ಯುತ್ ಕಂಬಗಳನ್ನು ತೆರವುಗೊಳಿಸಬೇಕೆಂದು ಸಾರ್ವಜನಿಕರು ಒತ್ತಾಯಿಸಿದ್ದಾರೆ. ಈ ವಿದ್ಯುತ್ ಕಂಬಗಳು ಕೂಡ್ಲಿಗಿ ಹಾಗೂ ಕೆ.ಕೆ ಹಟ್ಟಿ ಕೆರೆಯ ಅಂಗಳದಲ್ಲಿ ಹಾದು ಹೋಗಿರುವ ಎಂಎಸ್‌ಪಿಎಲ್ ಲಿಮಿಟೆಡ್ ಸೋಮಲಾಪುರ ಹತ್ತಿರ ಸಂಡೂರು ತಾಲೂಕು ಯಶವಂತನಗರದಲ್ಲಿ 5 ಎಮ್.ಟಿ.ಪಿ.ಎ ಘಟಕಕ್ಕೆ ವಿದ್ಯುತ್ ಸಾಗಿಸಲು ಅಳವಡಿಸಿದ್ದು ಆಗಿದ್ದರಿಂದ ಸಂಬಂಧಿಸಿದ	[576, 1829, 927, 1975]
article-paragraph: ಆರೋಪಿತರನ್ನು ಹೆಚ್ಚಿನ ವಿಚಾರಣೆಗೆ ಗೊಳಪಡಿಸಿದಾಗ ಈ ಇಬ್ಬರು ಆರೋಪಿಗಳು ಹಾಗೂ ತಮ್ಮೊಂದಿಗೆ ಕಂಪ್ಲಿಯ ಎಲ್.ಜಿ.ಕಾರ್ತಿಕ, ಕೃಷ್ಣ, ಮೆಟ್ರಿ ಬಾಲು ಸೇರಿ ಒಂದು ವರ್ಷದಿಂದ ಕಂಪ್ಲಿ ಪಟ್ಟಣ ಮತ್ತು ಕೊಟ್ಟೂರು, ಅಂಜನಾದ್ರಿ ಬೆಟ್ಟಿ, ತುಮಕೂರು ಬಸ್ ನಿಲ್ದಾಣ, ಚಿತ್ರದುರ್ಗ ಬಸ್ ನಿಲ್ದಾಣ, ದಮ್ಮೂರು, ಸಿಂಧನೂರು ಅಂಬಾಮಠ ಹಾಗೂ ಪ್ರದೇಶದ ವಿಡಪನಕಲ್ಲು, ತೋರಣಗಲ್ಲು, ಮುನಿರಾಬಾದ್ ರೈಲ್ವೆ ಸ್ಟೇಷನ್ ನಲ್ಲಿ ಕಳುವು ಮಾಡಿರುವ ಒಟ್ಟು 09 ಲಕ್ಷ ರೂ ಗಳಷ್ಟು ಬೆಲೆಬಾಳುವ 11 ಮೋಟರ್ ಸೈಕಲ್‌ಗಳನ್ನು ಪತ್ತೆಮಾಡಿರುತ್ತಾರೆ.	[854, 630, 1116, 861]
article-electric-towers	[576, 1724, 1116, 2310]
article-headline: ವಿವಿಧ ಬಸ್ ನಿಲ್ದಾಣಗಳಲ್ಲಿ ಬೈಕ್‌ಗಳ ಕಳ್ಳತನ : ಪೊಲೀಸ್ ಬಲೆಗೆ ಬಿದ್ದ ಖದೀಮರು.	[624, 204, 1069, 276]
divider-rule	[1136, 1053, 1498, 1058]
page-header	[0, 0, 1514, 183]
article-two-column-text	[576, 2096, 1116, 2311]
siddaramaiah-photo	[390, 548, 557, 746]
article-paragraph: ಒಟ್ಟಾರೆಯಾಗಿ ಅಧಿಕಾರಿ ಮತ್ತು ಸಿಬ್ಬಂದಿಯವರ ಕಾರ್ಯ ವೈಖರಿಯನ್ನು ಜಿಲ್ಲಾ ಡಾ.ಶೋಭಾರಾಣಿ.ವಿ.ಜೆ ಶ್ಲಾಘಿಸಿ ಬಹುಮಾನವನ್ನು ಘೋಷಣೆ ಮಾಡಿದರು.	[854, 866, 1116, 927]
article-paragraph: ವಿಜಯನಗರ(ಹೊಸಪೇಟೆ): ಕರ್ನಾಟಕ ರಾಜ್ಯದ ವಿವಿಧ ಜಿಲ್ಲೆಗಳ ಬಸ್ ನಿಲ್ದಾಣ, ಆಂಜನಾದ್ರಿ ಬೆಟ್ಟದ ಹತ್ತಿರ, ತುಮಕೂರು, ಚಿತ್ರದುರ್ಗ ಬಸ್ ನಿಲ್ದಾಣಗಳಲ್ಲಿ ಕಳೆದ ಒಂದು ವರ್ಷ ದಿಂದ 11 ಬೈಕ್ ಗಳನ್ನು ಕಳ್ಳತನ ಮಾಡಿದ ಆರೋಪಿಗಳು ಪೊಲೀಸರ ಬಲೆಗೆ ಬಿದ್ದಿರುವ ಘಟನೆ ಗಣಿನಾಡು ಬಳ್ಳಾರಿ ನಗರದಲ್ಲಿ ನಡೆದಿದೆ.	[576, 520, 839, 645]
news-byline: ಹೊಸಪೇಟೆ ಟೈಮ್ಸ್ ನ್ಯೂಸ್	[17, 1575, 169, 1595]
